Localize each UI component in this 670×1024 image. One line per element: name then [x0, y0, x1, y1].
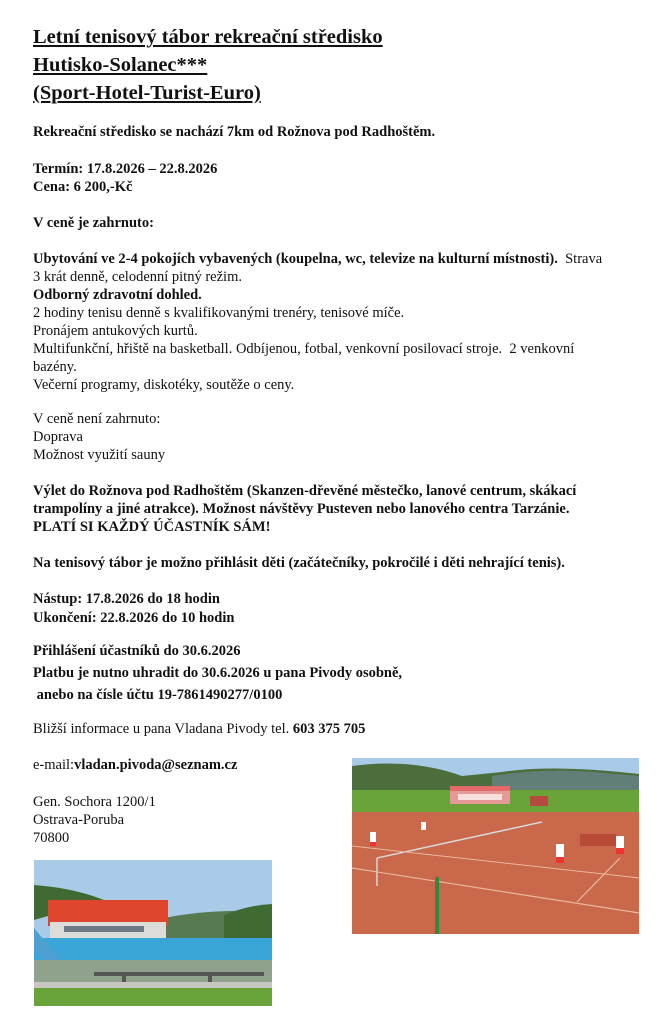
- tennis-courts-photo: [352, 758, 639, 934]
- swimming-pool-photo: [34, 860, 272, 1006]
- address-street: Gen. Sochora 1200/1: [33, 794, 156, 810]
- title-line-3: (Sport-Hotel-Turist-Euro): [33, 82, 261, 104]
- tennis-line: 2 hodiny tenisu denně s kvalifikovanými trenéry, tenisové míče.: [33, 305, 405, 321]
- not-included-item-1: Doprava: [33, 429, 83, 445]
- departure-text: Ukončení: 22.8.2026 do 10 hodin: [33, 610, 235, 626]
- address-city: Ostrava-Poruba: [33, 812, 125, 828]
- title-line-2: Hutisko-Solanec***: [33, 54, 208, 76]
- trip-line-1: Výlet do Rožnova pod Radhoštěm (Skanzen-dřevěné městečko, lanové centrum, skákací: [33, 483, 577, 499]
- email-label: e-mail:: [33, 757, 75, 773]
- payment-line-1: Platbu je nutno uhradit do 30.6.2026 u pana Pivody osobně,: [33, 665, 403, 681]
- children-text: Na tenisový tábor je možno přihlásit děti (začátečníky, pokročilé i děti nehrající tenis).: [33, 555, 565, 571]
- email-line: [33, 756, 237, 774]
- term-text: Termín: 17.8.2026 – 22.8.2026: [33, 161, 218, 177]
- email-link[interactable]: vladan.pivoda@seznam.cz: [74, 757, 238, 773]
- accommodation-bold: Ubytování ve 2-4 pokojích vybavených (koupelna, wc, televize na kulturní místnosti).: [33, 251, 558, 267]
- not-included-heading: V ceně není zahrnuto:: [33, 411, 161, 427]
- info-phone[interactable]: 603 375 705: [292, 721, 366, 737]
- title-line-1: Letní tenisový tábor rekreační středisko: [33, 26, 383, 48]
- address-zip: 70800: [33, 830, 70, 846]
- info-line: [33, 720, 365, 738]
- evening-line: Večerní programy, diskotéky, soutěže o ceny.: [33, 377, 295, 393]
- courts-line: Pronájem antukových kurtů.: [33, 323, 198, 339]
- sports-cont-line: bazény.: [33, 359, 77, 375]
- price-text: Cena: 6 200,-Kč: [33, 179, 133, 195]
- payment-line-2: anebo na čísle účtu 19-7861490277/0100: [33, 687, 283, 703]
- swimming-pool-image: [34, 860, 272, 1006]
- meals-line: 3 krát denně, celodenní pitný režim.: [33, 269, 242, 285]
- arrival-text: Nástup: 17.8.2026 do 18 hodin: [33, 591, 220, 607]
- tennis-courts-image: [352, 758, 639, 934]
- accommodation-rest: Strava: [557, 251, 603, 267]
- trip-line-2: trampolíny a jiné atrakce). Možnost návštěvy Pusteven nebo lanového centra Tarzánie.: [33, 501, 570, 517]
- intro-text: Rekreační středisko se nachází 7km od Rožnova pod Radhoštěm.: [33, 124, 436, 140]
- registration-text: Přihlášení účastníků do 30.6.2026: [33, 643, 241, 659]
- sports-line: Multifunkční, hřiště na basketball. Odbíjenou, fotbal, venkovní posilovací stroje. 2 venkovní: [33, 341, 575, 357]
- included-heading: V ceně je zahrnuto:: [33, 215, 154, 231]
- trip-line-3: PLATÍ SI KAŽDÝ ÚČASTNÍK SÁM!: [33, 519, 271, 535]
- info-text: Bližší informace u pana Vladana Pivody tel.: [33, 721, 293, 737]
- not-included-item-2: Možnost využití sauny: [33, 447, 166, 463]
- accommodation-line: [33, 250, 602, 268]
- medical-line: Odborný zdravotní dohled.: [33, 287, 202, 303]
